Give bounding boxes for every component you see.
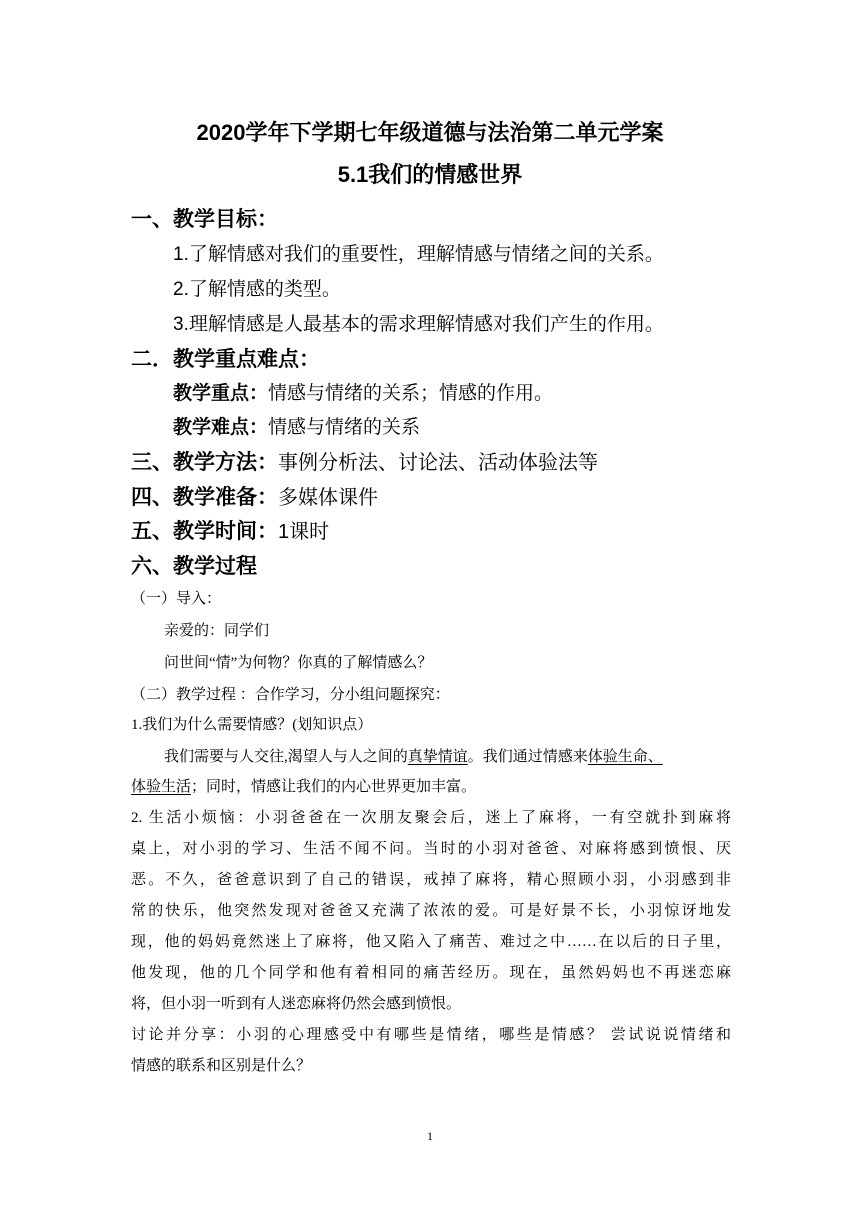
highlight-experience-life: 体验生命、: [587, 749, 663, 765]
difficulty-line: [173, 412, 420, 439]
story-line-5: 现，他的妈妈竟然迷上了麻将，他又陷入了痛苦、难过之中……在以后的日子里，: [131, 934, 731, 950]
methods-label: 三、教学方法：: [131, 451, 278, 474]
intro-greeting: 亲爱的：同学们: [164, 623, 270, 639]
preparation-text: 多媒体课件: [278, 487, 378, 509]
story-line-2: 桌上，对小羽的学习、生活不闻不问。当时的小羽对爸爸、对麻将感到愤恨、厌: [131, 841, 731, 857]
key-point-label: 教学重点：: [173, 383, 269, 404]
section-keypoints-heading: 二．教学重点难点：: [131, 348, 320, 371]
preparation-label: 四、教学准备：: [131, 486, 278, 509]
story-line-7: 将，但小羽一听到有人迷恋麻将仍然会感到愤恨。: [131, 996, 462, 1012]
question-1-answer-line-2: 体验生活；同时，情感让我们的内心世界更加丰富。: [131, 779, 477, 795]
discussion-line-2: 情感的联系和区别是什么？: [131, 1058, 312, 1074]
key-point-line: [173, 378, 553, 405]
document-title: 2020学年下学期七年级道德与法治第二单元学案: [196, 120, 664, 145]
question-1-answer-line-1: 我们需要与人交往,渴望人与人之间的真挚情谊。我们通过情感来体验生命、: [164, 749, 663, 765]
difficulty-text: 情感与情绪的关系: [268, 417, 421, 438]
highlight-experience-living: 体验生活: [131, 779, 192, 795]
question-1-title: 1.我们为什么需要情感？(划知识点）: [131, 717, 373, 733]
time-text: 1课时: [278, 521, 330, 543]
highlight-sincere-friendship: 真挚情谊: [407, 749, 468, 765]
story-line-6: 他发现，他的几个同学和他有着相同的痛苦经历。现在，虽然妈妈也不再迷恋麻: [131, 965, 731, 981]
intro-label: （一）导入：: [131, 591, 222, 607]
process-label: （二）教学过程 ：合作学习，分小组问题探究：: [131, 687, 450, 703]
section-time: [131, 515, 329, 545]
objective-item-3: 3.理解情感是人最基本的需求理解情感对我们产生的作用。: [173, 314, 664, 335]
section-methods: [131, 446, 598, 476]
intro-question: 问世间“情”为何物？你真的了解情感么？: [164, 655, 433, 671]
difficulty-label: 教学难点：: [173, 417, 269, 438]
story-line-4: 常的快乐，他突然发现对爸爸又充满了浓浓的爱。可是好景不长，小羽惊讶地发: [131, 903, 731, 919]
page-number: 1: [427, 1129, 433, 1143]
objective-item-2: 2.了解情感的类型。: [173, 279, 341, 300]
key-point-text: 情感与情绪的关系；情感的作用。: [268, 383, 554, 404]
section-preparation: [131, 481, 378, 511]
time-label: 五、教学时间：: [131, 520, 278, 543]
story-line-1: 2. 生活小烦恼：小羽爸爸在一次朋友聚会后，迷上了麻将，一有空就扑到麻将: [131, 810, 731, 826]
section-process-heading: 六、教学过程: [131, 555, 257, 578]
discussion-line-1: 讨论并分享：小羽的心理感受中有哪些是情绪，哪些是情感？ 尝试说说情绪和: [131, 1027, 731, 1043]
section-objectives-heading: 一、教学目标：: [131, 208, 278, 231]
story-line-3: 恶。不久，爸爸意识到了自己的错误，戒掉了麻将，精心照顾小羽，小羽感到非: [131, 872, 731, 888]
lesson-subtitle: 5.1我们的情感世界: [337, 162, 523, 187]
methods-text: 事例分析法、讨论法、活动体验法等: [278, 452, 598, 474]
objective-item-1: 1.了解情感对我们的重要性，理解情感与情绪之间的关系。: [173, 244, 664, 265]
